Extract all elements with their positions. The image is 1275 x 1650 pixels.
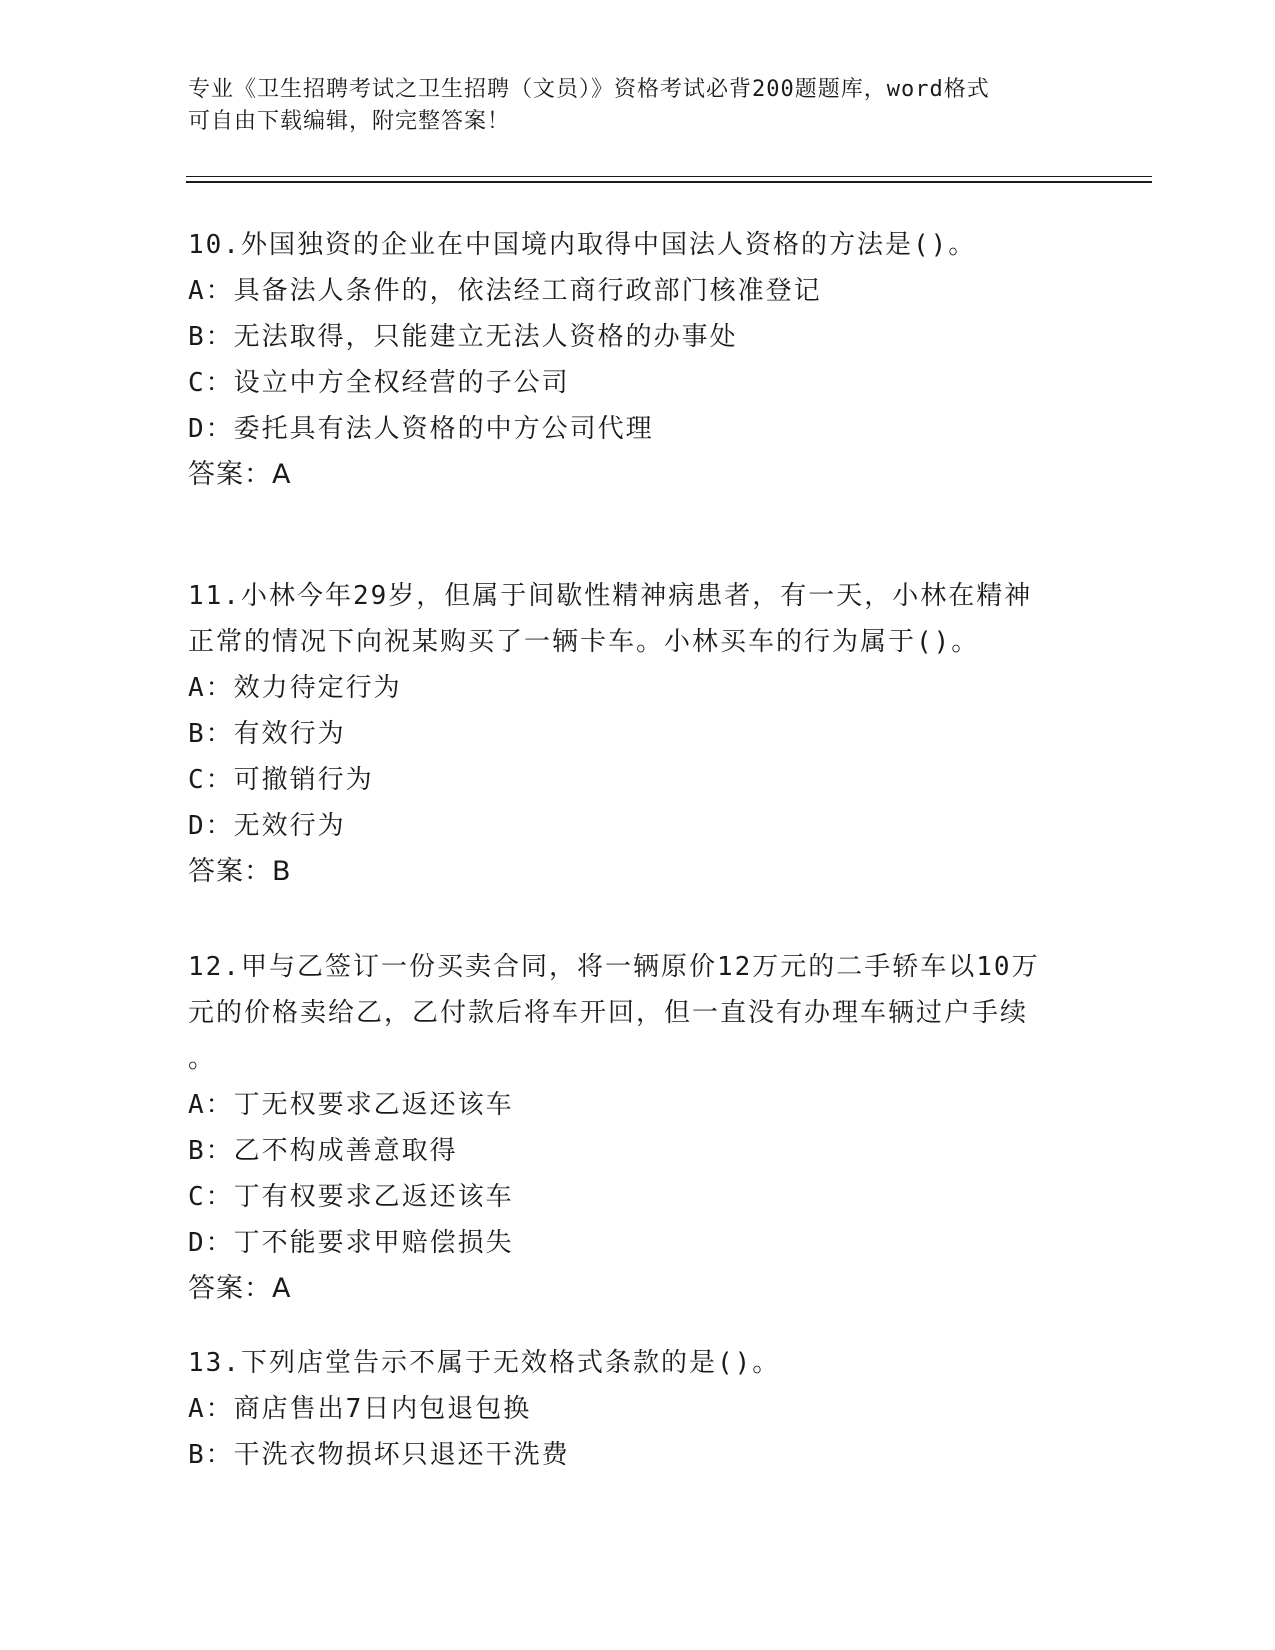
header-line-2: 可自由下载编辑，附完整答案！ bbox=[188, 109, 511, 134]
option-b: B：干洗衣物损坏只退还干洗费 bbox=[188, 1440, 570, 1470]
question-13 bbox=[188, 1340, 1088, 1478]
option-a: A：效力待定行为 bbox=[188, 673, 402, 703]
answer: 答案：A bbox=[188, 459, 292, 490]
option-c: C：丁有权要求乙返还该车 bbox=[188, 1182, 514, 1212]
question-12 bbox=[188, 944, 1088, 1312]
question-stem: 13.下列店堂告示不属于无效格式条款的是()。 bbox=[188, 1348, 781, 1378]
option-b: B：乙不构成善意取得 bbox=[188, 1136, 458, 1166]
header-divider-thin bbox=[186, 176, 1152, 177]
option-c: C：设立中方全权经营的子公司 bbox=[188, 368, 570, 398]
option-b: B：无法取得，只能建立无法人资格的办事处 bbox=[188, 322, 738, 352]
question-stem: 10.外国独资的企业在中国境内取得中国法人资格的方法是()。 bbox=[188, 230, 977, 260]
option-d: D：无效行为 bbox=[188, 811, 346, 841]
header-line-1: 专业《卫生招聘考试之卫生招聘（文员）》资格考试必背200题题库，word格式 bbox=[188, 77, 990, 102]
option-b: B：有效行为 bbox=[188, 719, 346, 749]
option-a: A：丁无权要求乙返还该车 bbox=[188, 1090, 514, 1120]
question-stem: 。 bbox=[188, 1044, 217, 1074]
question-stem: 11.小林今年29岁，但属于间歇性精神病患者，有一天，小林在精神 bbox=[188, 581, 1033, 611]
option-d: D：丁不能要求甲赔偿损失 bbox=[188, 1228, 514, 1258]
option-c: C：可撤销行为 bbox=[188, 765, 374, 795]
answer: 答案：A bbox=[188, 1273, 292, 1304]
header-divider-thick bbox=[186, 181, 1152, 183]
option-a: A：具备法人条件的，依法经工商行政部门核准登记 bbox=[188, 276, 822, 306]
document-header bbox=[188, 74, 1088, 138]
question-stem: 正常的情况下向祝某购买了一辆卡车。小林买车的行为属于()。 bbox=[188, 627, 980, 657]
option-d: D：委托具有法人资格的中方公司代理 bbox=[188, 414, 654, 444]
option-a: A：商店售出7日内包退包换 bbox=[188, 1394, 532, 1424]
answer: 答案：B bbox=[188, 856, 292, 887]
question-10 bbox=[188, 222, 1088, 498]
question-stem: 元的价格卖给乙，乙付款后将车开回，但一直没有办理车辆过户手续 bbox=[188, 998, 1029, 1028]
question-11 bbox=[188, 573, 1088, 895]
question-stem: 12.甲与乙签订一份买卖合同，将一辆原价12万元的二手轿车以10万 bbox=[188, 952, 1040, 982]
